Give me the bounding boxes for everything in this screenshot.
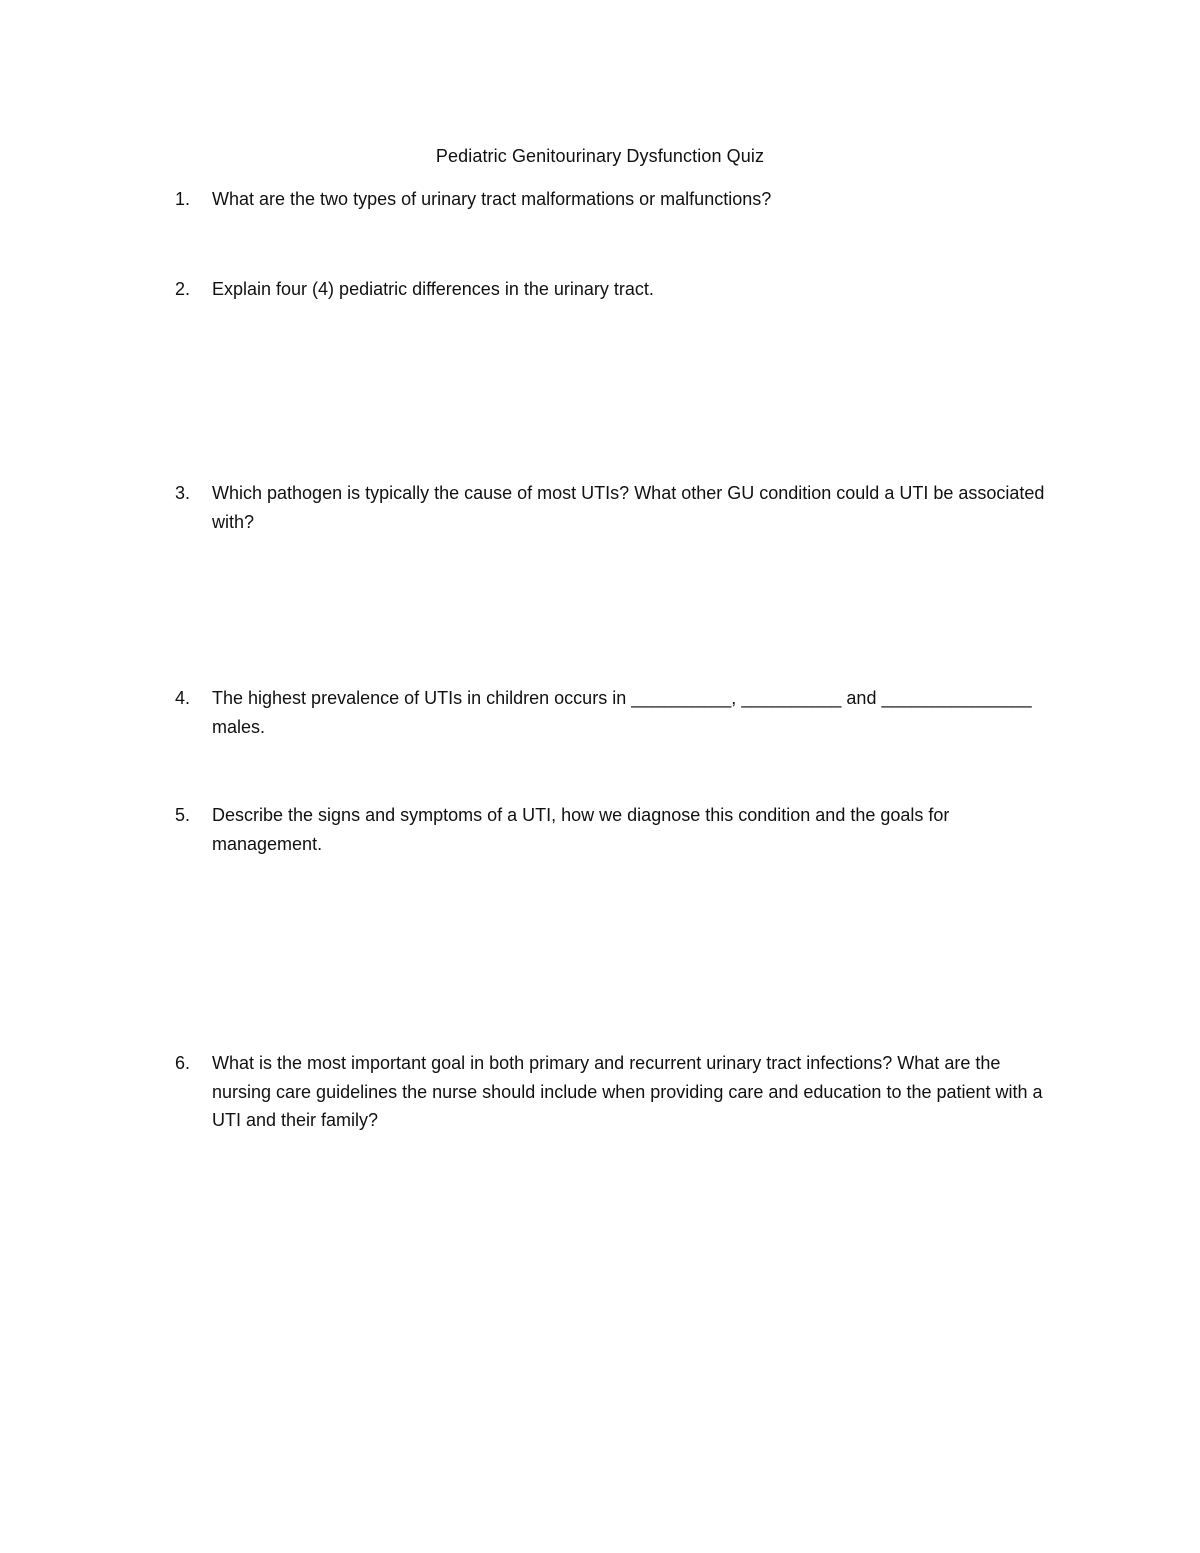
question-text: Which pathogen is typically the cause of most UTIs? What other GU condition could a UTI be associated with?: [212, 483, 1045, 532]
question-1: [175, 185, 1055, 214]
question-number: 4.: [175, 688, 191, 708]
question-4: [175, 684, 1055, 741]
question-number: 1.: [175, 189, 191, 209]
question-number: 3.: [175, 483, 191, 503]
question-number: 6.: [175, 1053, 191, 1073]
question-text: What are the two types of urinary tract malformations or malfunctions?: [212, 189, 772, 209]
question-text: What is the most important goal in both primary and recurrent urinary tract infections? What are the nursing care guidelines the nurse should include when providing care and education to the patient with a UTI and their family?: [212, 1053, 1043, 1130]
question-text: Explain four (4) pediatric differences in the urinary tract.: [212, 279, 654, 299]
question-5: [175, 801, 1055, 858]
question-number: 5.: [175, 805, 191, 825]
question-text: Describe the signs and symptoms of a UTI, how we diagnose this condition and the goals for management.: [212, 805, 950, 854]
question-number: 2.: [175, 279, 191, 299]
page-title: Pediatric Genitourinary Dysfunction Quiz: [435, 146, 765, 166]
question-3: [175, 479, 1055, 536]
question-text: The highest prevalence of UTIs in children occurs in __________, __________ and _______________ males.: [212, 688, 1032, 737]
question-6: [175, 1049, 1055, 1135]
question-2: [175, 275, 1055, 304]
